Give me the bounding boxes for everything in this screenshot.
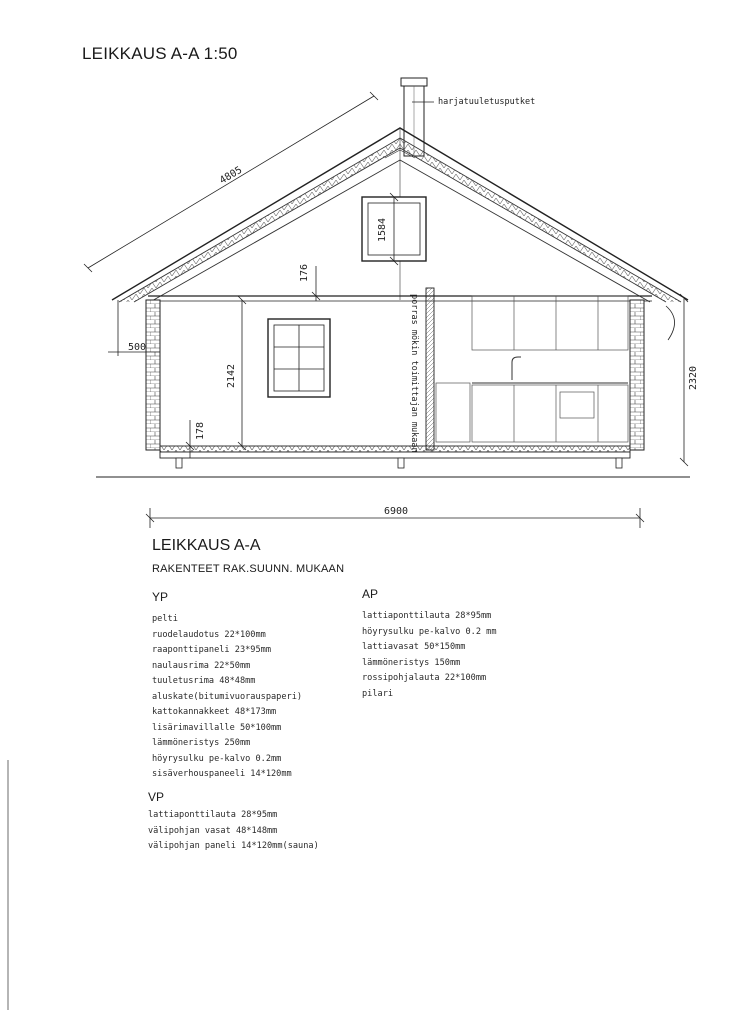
list-item: lämmöneristys 250mm	[152, 738, 251, 748]
legend-title: LEIKKAUS A-A	[152, 537, 261, 554]
list-item: aluskate(bitumivuorauspaperi)	[152, 691, 303, 702]
vp-list	[148, 808, 319, 855]
wall-window	[268, 319, 330, 397]
list-item: välipohjan paneli 14*120mm(sauna)	[148, 841, 319, 851]
drawing-title: LEIKKAUS A-A 1:50	[82, 44, 238, 63]
dim-floor-height: 178	[195, 421, 206, 440]
dim-side-height: 2320	[688, 365, 699, 390]
dim-ceiling-thickness: 176	[299, 263, 310, 282]
yp-list	[152, 612, 302, 783]
floor-structure	[96, 446, 690, 477]
list-item: naulausrima 22*50mm	[152, 660, 251, 671]
partition-wall	[426, 288, 434, 450]
vp-heading: VP	[148, 790, 165, 804]
ap-list	[362, 609, 497, 702]
ridge-vent-label: harjatuuletusputket	[438, 97, 536, 107]
list-item: lämmöneristys 150mm	[362, 657, 461, 668]
yp-heading: YP	[152, 590, 169, 604]
scan-edge-mark	[7, 760, 9, 1010]
right-wall	[630, 300, 644, 450]
dim-wall-height: 2142	[226, 363, 237, 388]
list-item: tuuletusrima 48*48mm	[152, 676, 256, 686]
kitchen-cabinets	[436, 296, 628, 442]
list-item: lattiaponttilauta 28*95mm	[362, 611, 492, 621]
list-item: ruodelaudotus 22*100mm	[152, 629, 266, 640]
dim-eave: 500	[128, 342, 147, 353]
list-item: raaponttipaneli 23*95mm	[152, 645, 271, 655]
list-item: sisäverhouspaneeli 14*120mm	[152, 769, 292, 779]
list-item: kattokannakkeet 48*173mm	[152, 707, 277, 717]
list-item: lattiaponttilauta 28*95mm	[148, 810, 278, 820]
dim-rafter-length: 4805	[217, 164, 245, 187]
list-item: lattiavasat 50*150mm	[362, 642, 466, 652]
wall-note: porras mökin toimittajan mukaan	[409, 294, 419, 453]
left-wall	[146, 300, 160, 450]
list-item: välipohjan vasat 48*148mm	[148, 825, 278, 836]
list-item: lisärimavillalle 50*100mm	[152, 722, 282, 733]
list-item: höyrysulku pe-kalvo 0.2mm	[152, 753, 282, 764]
dim-window-height: 1584	[377, 217, 388, 242]
list-item: rossipohjalauta 22*100mm	[362, 673, 487, 683]
list-item: pelti	[152, 614, 178, 624]
ap-heading: AP	[362, 587, 379, 601]
list-item: höyrysulku pe-kalvo 0.2 mm	[362, 626, 497, 637]
legend-subtitle: RAKENTEET RAK.SUUNN. MUKAAN	[152, 563, 345, 575]
list-item: pilari	[362, 688, 394, 699]
dim-total-width: 6900	[384, 506, 409, 517]
